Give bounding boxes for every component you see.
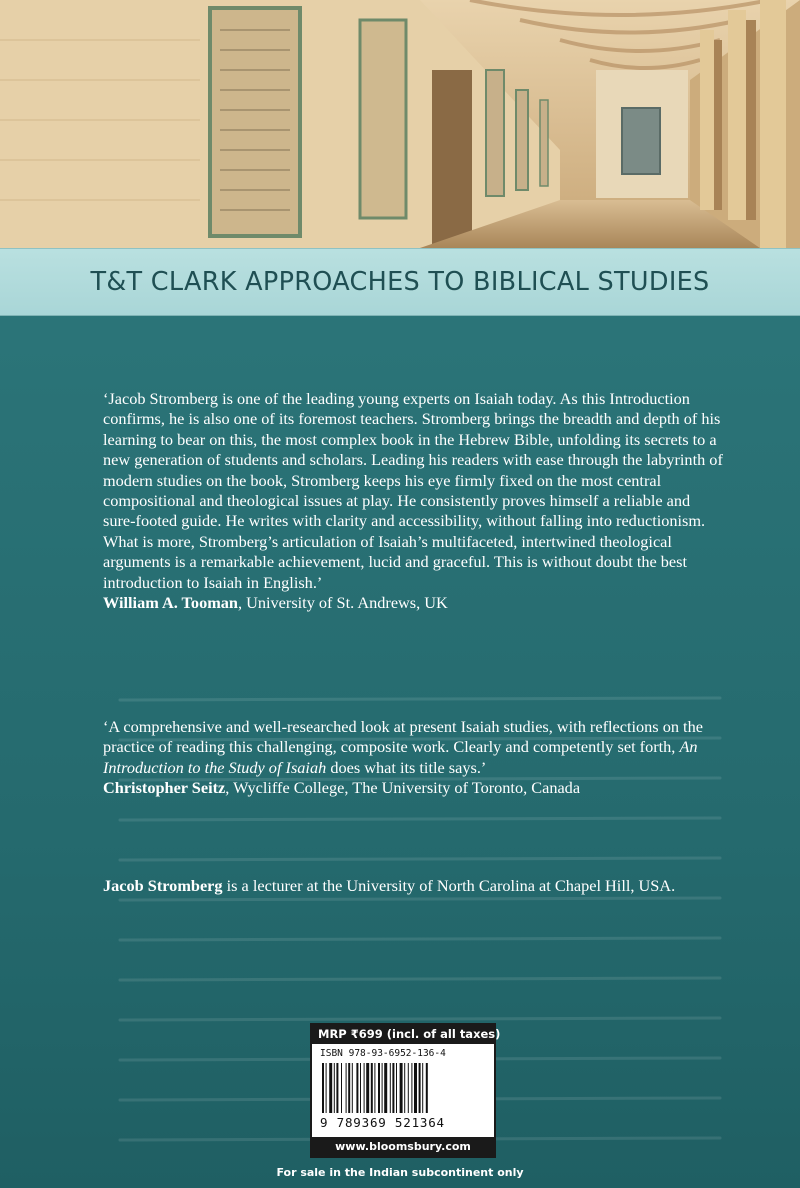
- series-title: T&T CLARK APPROACHES TO BIBLICAL STUDIES: [90, 267, 710, 297]
- quote-attribution: [103, 778, 723, 798]
- quote-text: ‘A comprehensive and well-researched look at present Isaiah studies, with reflections on the practice of reading this challenging, composite work. Clearly and competently set forth, An Introduction to the Study of Isaiah does what its title says.’: [103, 717, 703, 777]
- sale-note: For sale in the Indian subcontinent only: [276, 1166, 524, 1179]
- mrp-label: MRP ₹699 (incl. of all taxes): [312, 1025, 494, 1044]
- barcode-number: 9 789369 521364: [320, 1115, 445, 1130]
- cloister-photo: [0, 0, 800, 248]
- endorsement-tooman: [103, 389, 723, 613]
- isbn-label: ISBN 978-93-6952-136-4: [320, 1048, 446, 1059]
- cloister-illustration: [0, 0, 800, 248]
- barcode-box: [310, 1023, 501, 1158]
- endorsement-seitz: [103, 717, 723, 799]
- barcode-icon: [320, 1063, 488, 1115]
- publisher-website: www.bloomsbury.com: [312, 1137, 494, 1156]
- book-title: An Introduction to the Study of Isaiah: [103, 737, 698, 777]
- quote-author: Christopher Seitz: [103, 778, 226, 798]
- author-bio-text: is a lecturer at the University of North Carolina at Chapel Hill, USA.: [222, 876, 676, 895]
- series-band: [0, 248, 800, 316]
- quote-attribution: [103, 593, 723, 613]
- quote-affiliation: , Wycliffe College, The University of Toronto, Canada: [225, 778, 581, 798]
- author-bio: [103, 876, 723, 896]
- quote-author: William A. Tooman: [103, 593, 238, 613]
- author-name: Jacob Stromberg: [103, 876, 223, 895]
- quote-affiliation: , University of St. Andrews, UK: [237, 593, 448, 613]
- quote-text: ‘Jacob Stromberg is one of the leading young experts on Isaiah today. As this Introduction confirms, he is also one of its foremost teachers. Stromberg brings the breadth and depth of his learning to bear on this, the most complex book in the Hebrew Bible, unfolding its secrets to a new generation of students and scholars. Leading his readers with ease through the labyrinth of modern studies on the book, Stromberg keeps his eye firmly fixed on the most central compositional and theological issues at play. He consistently proves himself a reliable and sure-footed guide. He writes with clarity and accessibility, without falling into reductionism. What is more, Stromberg’s articulation of Isaiah’s multifaceted, intertwined theological arguments is a remarkable achievement, lucid and graceful. This is without doubt the best introduction to Isaiah in English.’: [103, 389, 723, 592]
